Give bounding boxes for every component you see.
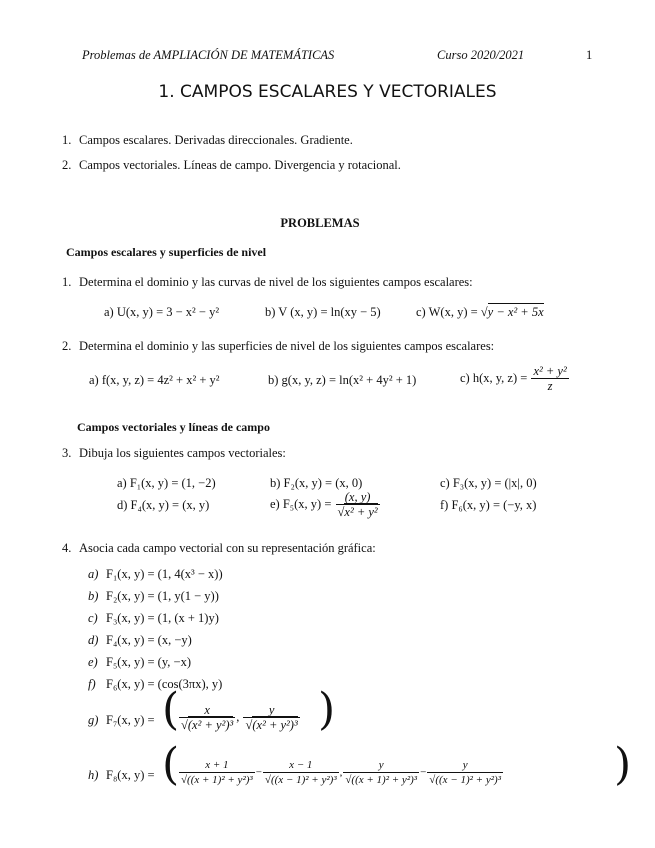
fraction-denominator: √((x − 1)² + y²)³: [429, 774, 501, 786]
p1-item-c-lhs: c) W(x, y) = √: [416, 305, 488, 319]
fraction-numerator: y: [343, 758, 419, 773]
radicand: (x² + y²)³: [252, 718, 298, 732]
p1-item-c-radicand: y − x² + 5x: [487, 305, 544, 319]
problem-statement: Asocia cada campo vectorial con su representación gráfica:: [79, 541, 376, 555]
fraction: [179, 758, 255, 788]
radicand: ((x + 1)² + y²)³: [187, 774, 253, 786]
p3-item-a: a) F₁(x, y) = (1, −2): [117, 476, 216, 490]
p1-item-c: [416, 305, 544, 320]
problem-statement: Determina el dominio y las curvas de nivel de los siguientes campos escalares:: [79, 275, 473, 289]
fraction: [427, 758, 503, 788]
left-paren: (: [162, 684, 180, 735]
p4-item-g-lhs: F₇(x, y) =: [106, 713, 155, 727]
topic-number: 2.: [62, 158, 72, 172]
section-heading-vector: Campos vectoriales y líneas de campo: [77, 420, 270, 434]
problem-number: 1.: [62, 275, 72, 289]
fraction-numerator: x − 1: [263, 758, 339, 773]
section-heading-scalar: Campos escalares y superficies de nivel: [66, 245, 267, 259]
p4-label: c): [88, 611, 98, 625]
page-number: 1: [586, 48, 593, 62]
p4-item-c: F₃(x, y) = (1, (x + 1)y): [106, 611, 219, 625]
fraction: [243, 703, 299, 733]
radicand: ((x + 1)² + y²)³: [351, 774, 418, 786]
p4-item-d: F₄(x, y) = (x, −y): [106, 633, 192, 647]
fraction: [263, 758, 339, 788]
p4-item-e: F₅(x, y) = (y, −x): [106, 655, 191, 669]
fraction-denominator: √x² + y²: [337, 505, 378, 519]
right-paren: ): [614, 739, 632, 790]
problem-number: 4.: [62, 541, 72, 555]
fraction-denominator: √((x + 1)² + y²)³: [345, 774, 418, 786]
fraction-numerator: (x, y): [336, 490, 380, 505]
p4-item-h-lhs: F₈(x, y) =: [106, 768, 155, 782]
p1-item-a: a) U(x, y) = 3 − x² − y²: [104, 305, 220, 319]
p4-item-h-rhs: $\frac{x + 1}{\text{√((x + 1)² + y²)³}}$ − $\frac{x - 1}{\text{√((x − 1)² + y²)³}}$ , $\frac{y}{\text{√((x + 1)² + y²)³}}$ − $\frac{y}{\text{√((x − 1)² + y²)³}}$: [181, 759, 501, 786]
fraction-denominator: z: [547, 379, 553, 393]
fraction: [336, 490, 380, 520]
p3-item-b: b) F₂(x, y) = (x, 0): [270, 476, 363, 490]
fraction: [343, 758, 419, 788]
problem-statement: Dibuja los siguientes campos vectoriales:: [79, 446, 286, 460]
p4-item-a: F₁(x, y) = (1, 4(x³ − x)): [106, 567, 223, 581]
radicand: ((x − 1)² + y²)³: [435, 774, 501, 786]
fraction: [531, 364, 568, 394]
radicand: (x² + y²)³: [187, 718, 234, 732]
p4-item-g-rhs: $\frac{x}{\text{√(x² + y²)³}}$ , $\frac{y}{\text{√(x² + y²)³}}$: [181, 703, 298, 732]
p1-item-b: b) V (x, y) = ln(xy − 5): [265, 305, 381, 319]
fraction-denominator: √(x² + y²)³: [181, 718, 234, 732]
p3-item-c: c) F₃(x, y) = (|x|, 0): [440, 476, 537, 490]
p2-item-c-lhs: c) h(x, y, z) =: [460, 370, 528, 385]
fraction-denominator: √(x² + y²)³: [245, 718, 298, 732]
p3-item-f: f) F₆(x, y) = (−y, x): [440, 498, 537, 512]
fraction: [179, 703, 235, 733]
page-title: 1. CAMPOS ESCALARES Y VECTORIALES: [158, 82, 497, 102]
p4-label: g): [88, 713, 99, 727]
problem-statement: Determina el dominio y las superficies de nivel de los siguientes campos escalares:: [79, 339, 495, 353]
p3-item-d: d) F₄(x, y) = (x, y): [117, 498, 210, 512]
fraction-denominator: √((x + 1)² + y²)³: [181, 774, 253, 786]
p4-label: d): [88, 633, 99, 647]
topic-item: Campos escalares. Derivadas direccionales. Gradiente.: [79, 133, 353, 147]
course-label: Curso 2020/2021: [437, 48, 525, 62]
p2-item-c: [460, 364, 570, 394]
radicand: x² + y²: [344, 505, 378, 519]
p4-label: e): [88, 655, 98, 669]
fraction-denominator: √((x − 1)² + y²)³: [264, 774, 337, 786]
running-header: Problemas de AMPLIACIÓN DE MATEMÁTICAS: [82, 48, 335, 62]
radicand: ((x − 1)² + y²)³: [270, 774, 337, 786]
p3-item-e: [270, 490, 381, 520]
p4-label: b): [88, 589, 99, 603]
p3-item-e-lhs: e) F₅(x, y) =: [270, 496, 332, 511]
fraction-numerator: x² + y²: [533, 364, 567, 378]
left-paren: (: [162, 739, 180, 790]
right-paren: ): [318, 684, 336, 735]
p4-label: f): [88, 677, 96, 691]
topic-number: 1.: [62, 133, 72, 147]
p4-label: a): [88, 567, 99, 581]
p2-item-a: a) f(x, y, z) = 4z² + x² + y²: [89, 373, 220, 387]
fraction-numerator: y: [427, 758, 503, 773]
problem-number: 2.: [62, 339, 72, 353]
fraction-numerator: x: [179, 703, 235, 718]
p2-item-b: b) g(x, y, z) = ln(x² + 4y² + 1): [268, 373, 417, 387]
problems-heading: PROBLEMAS: [280, 216, 360, 230]
p4-label: h): [88, 768, 99, 782]
problem-number: 3.: [62, 446, 72, 460]
topic-item: Campos vectoriales. Líneas de campo. Divergencia y rotacional.: [79, 158, 401, 172]
p4-item-b: F₂(x, y) = (1, y(1 − y)): [106, 589, 219, 603]
fraction-numerator: x + 1: [179, 758, 255, 773]
fraction-numerator: y: [243, 703, 299, 718]
p4-item-f: F₆(x, y) = (cos(3πx), y): [106, 677, 223, 691]
